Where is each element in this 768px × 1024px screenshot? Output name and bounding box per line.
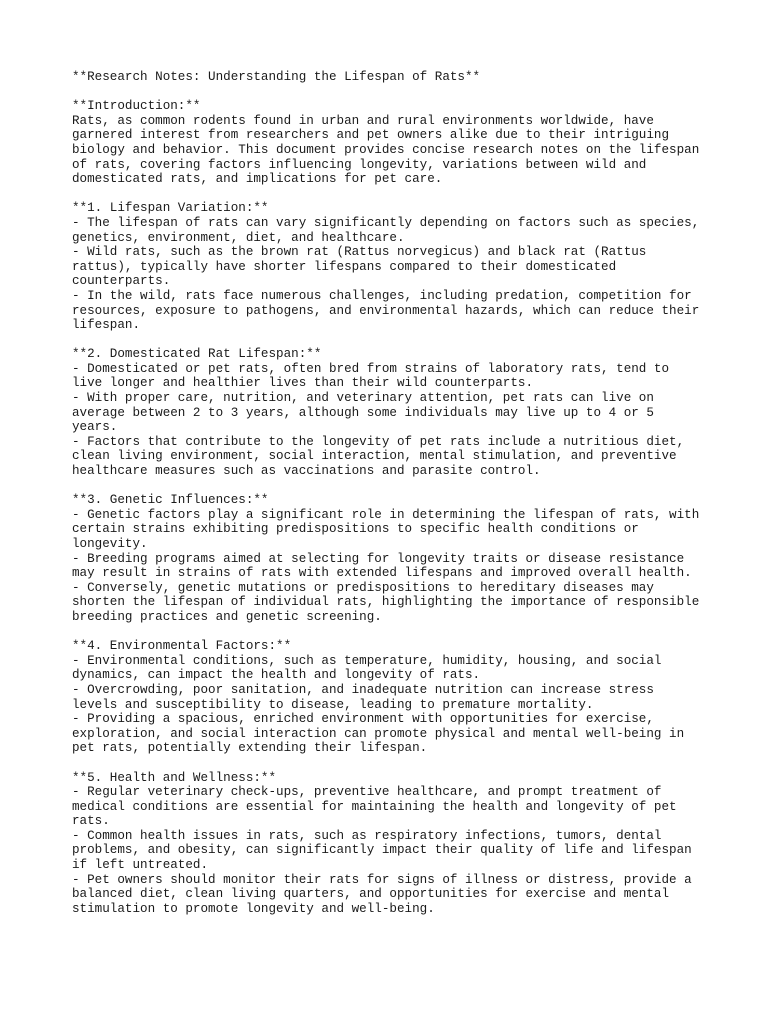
paragraph-line: healthcare measures such as vaccinations and parasite control. [72, 464, 541, 479]
paragraph-line: of rats, covering factors influencing longevity, variations between wild and [72, 157, 647, 172]
section-2 [72, 201, 712, 332]
paragraph-line: Rats, as common rodents found in urban and rural environments worldwide, have [72, 113, 654, 128]
section-heading: **Introduction:** [72, 99, 201, 114]
section-heading: **1. Lifespan Variation:** [72, 201, 269, 216]
paragraph-line: - Domesticated or pet rats, often bred from strains of laboratory rats, tend to [72, 361, 670, 376]
paragraph-line: may result in strains of rats with extended lifespans and improved overall health. [72, 566, 692, 581]
paragraph-line: dynamics, can impact the health and longevity of rats. [72, 668, 481, 683]
paragraph-line: - Conversely, genetic mutations or predispositions to hereditary diseases may [72, 580, 654, 595]
paragraph-line: live longer and healthier lives than their wild counterparts. [72, 376, 534, 391]
paragraph-line: years. [72, 420, 118, 435]
paragraph-line: - Genetic factors play a significant role in determining the lifespan of rats, with [72, 507, 700, 522]
section-heading: **2. Domesticated Rat Lifespan:** [72, 347, 322, 362]
paragraph-line: genetics, environment, diet, and healthcare. [72, 230, 405, 245]
paragraph-line: resources, exposure to pathogens, and environmental hazards, which can reduce their [72, 303, 700, 318]
paragraph-line: medical conditions are essential for maintaining the health and longevity of pet [72, 799, 677, 814]
paragraph-line: breeding practices and genetic screening. [72, 609, 382, 624]
paragraph-line: - Providing a spacious, enriched environment with opportunities for exercise, [72, 712, 654, 727]
paragraph-line: lifespan. [72, 318, 141, 333]
paragraph-line: - Pet owners should monitor their rats for signs of illness or distress, provide a [72, 872, 692, 887]
paragraph-line: rats. [72, 814, 110, 829]
paragraph-line: if left untreated. [72, 858, 209, 873]
section-1 [72, 99, 712, 187]
paragraph-line: levels and susceptibility to disease, leading to premature mortality. [72, 697, 594, 712]
paragraph-line: - Common health issues in rats, such as respiratory infections, tumors, dental [72, 828, 662, 843]
paragraph-line: rattus), typically have shorter lifespans compared to their domesticated [72, 259, 617, 274]
paragraph-line: counterparts. [72, 274, 171, 289]
document-title-block [72, 70, 712, 85]
paragraph-line: biology and behavior. This document provides concise research notes on the lifespan [72, 142, 700, 157]
document-sections [72, 99, 712, 916]
paragraph-line: - Environmental conditions, such as temperature, humidity, housing, and social [72, 653, 662, 668]
section-heading: **3. Genetic Influences:** [72, 493, 269, 508]
paragraph-line: certain strains exhibiting predispositions to specific health conditions or [72, 522, 639, 537]
section-6 [72, 771, 712, 917]
paragraph-line: stimulation to promote longevity and well-being. [72, 901, 435, 916]
paragraph-line: average between 2 to 3 years, although some individuals may live up to 4 or 5 [72, 405, 654, 420]
paragraph-line: balanced diet, clean living quarters, and opportunities for exercise and mental [72, 887, 670, 902]
paragraph-line: - With proper care, nutrition, and veterinary attention, pet rats can live on [72, 391, 654, 406]
document-title: **Research Notes: Understanding the Lifespan of Rats** [72, 70, 481, 84]
paragraph-line: domesticated rats, and implications for pet care. [72, 172, 443, 187]
section-heading: **5. Health and Wellness:** [72, 770, 277, 785]
paragraph-line: longevity. [72, 537, 148, 551]
paragraph-line: exploration, and social interaction can promote physical and mental well-being in [72, 726, 685, 741]
paragraph-line: - Regular veterinary check-ups, preventive healthcare, and prompt treatment of [72, 785, 662, 800]
section-3 [72, 347, 712, 478]
paragraph-line: - The lifespan of rats can vary significantly depending on factors such as species, [72, 215, 700, 230]
section-4 [72, 493, 712, 624]
paragraph-line: - Factors that contribute to the longevity of pet rats include a nutritious diet, [72, 434, 685, 449]
paragraph-line: clean living environment, social interaction, mental stimulation, and preventive [72, 449, 677, 464]
paragraph-line: - In the wild, rats face numerous challenges, including predation, competition for [72, 288, 692, 303]
document-page [72, 70, 712, 931]
paragraph-line: - Wild rats, such as the brown rat (Rattus norvegicus) and black rat (Rattus [72, 245, 647, 260]
section-heading: **4. Environmental Factors:** [72, 639, 292, 654]
paragraph-line: pet rats, potentially extending their lifespan. [72, 741, 428, 756]
paragraph-line: garnered interest from researchers and pet owners alike due to their intriguing [72, 128, 670, 143]
paragraph-line: - Overcrowding, poor sanitation, and inadequate nutrition can increase stress [72, 682, 654, 697]
paragraph-line: - Breeding programs aimed at selecting for longevity traits or disease resistance [72, 551, 685, 566]
paragraph-line: problems, and obesity, can significantly impact their quality of life and lifespan [72, 843, 692, 858]
section-5 [72, 639, 712, 756]
paragraph-line: shorten the lifespan of individual rats, highlighting the importance of responsible [72, 595, 700, 610]
